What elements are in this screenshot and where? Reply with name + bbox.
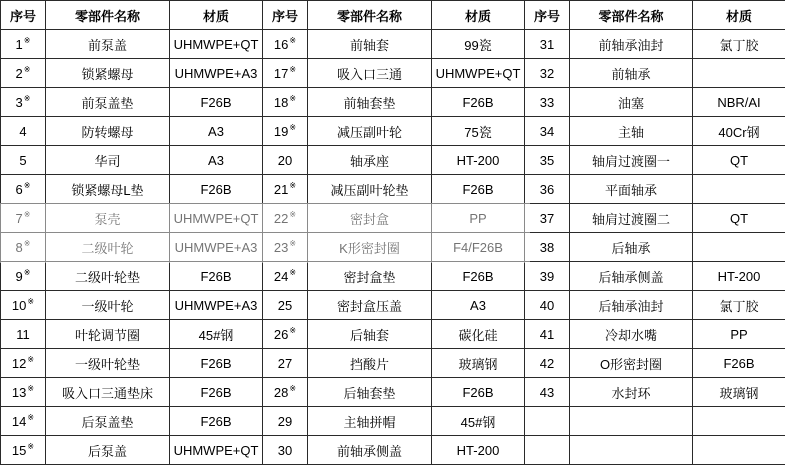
wetted-part-mark: ※ <box>289 36 297 46</box>
cell-part-name <box>570 436 693 465</box>
serial-number: 23 <box>273 239 289 255</box>
cell-material <box>693 59 785 88</box>
wetted-part-mark: ※ <box>23 36 31 46</box>
cell-part-name: 一级叶轮 <box>46 291 170 320</box>
table-row <box>1 88 785 117</box>
serial-number: 27 <box>277 355 293 371</box>
cell-serial <box>263 59 308 88</box>
cell-serial <box>263 349 308 378</box>
cell-serial <box>263 175 308 204</box>
cell-serial <box>525 204 570 233</box>
cell-part-name: 后轴承油封 <box>570 291 693 320</box>
serial-number: 19 <box>273 123 289 139</box>
wetted-part-mark: ※ <box>289 384 297 394</box>
cell-part-name: 密封盒 <box>308 204 432 233</box>
wetted-part-mark: ※ <box>23 210 31 220</box>
cell-material: F26B <box>170 407 263 436</box>
cell-material: F4/F26B <box>432 233 525 262</box>
serial-number: 41 <box>539 326 555 342</box>
serial-number: 18 <box>273 94 289 110</box>
table-row <box>1 117 785 146</box>
serial-number: 21 <box>273 181 289 197</box>
cell-part-name: 一级叶轮垫 <box>46 349 170 378</box>
wetted-part-mark: ※ <box>289 326 297 336</box>
cell-material: 氯丁胶 <box>693 30 785 59</box>
cell-part-name: 减压副叶轮垫 <box>308 175 432 204</box>
cell-material: F26B <box>432 378 525 407</box>
cell-part-name: 叶轮调节圈 <box>46 320 170 349</box>
cell-serial <box>1 59 46 88</box>
serial-number: 16 <box>273 36 289 52</box>
cell-serial <box>263 262 308 291</box>
cell-part-name: 吸入口三通垫床 <box>46 378 170 407</box>
cell-part-name: 二级叶轮 <box>46 233 170 262</box>
cell-part-name: 前轴套垫 <box>308 88 432 117</box>
serial-number: 33 <box>539 94 555 110</box>
cell-serial <box>263 30 308 59</box>
cell-part-name: 冷却水嘴 <box>570 320 693 349</box>
cell-serial <box>1 117 46 146</box>
cell-material <box>693 175 785 204</box>
cell-part-name: 前泵盖 <box>46 30 170 59</box>
cell-material: F26B <box>432 262 525 291</box>
cell-part-name: 轴肩过渡圈一 <box>570 146 693 175</box>
cell-part-name: 泵壳 <box>46 204 170 233</box>
cell-material <box>693 233 785 262</box>
table-row <box>1 436 785 465</box>
serial-number: 4 <box>19 123 27 139</box>
wetted-part-mark: ※ <box>27 297 35 307</box>
serial-number: 12 <box>11 355 27 371</box>
serial-number: 11 <box>16 326 30 342</box>
cell-serial <box>1 349 46 378</box>
cell-serial <box>1 146 46 175</box>
cell-serial <box>263 117 308 146</box>
cell-serial <box>525 349 570 378</box>
cell-part-name: 后轴承 <box>570 233 693 262</box>
table-row <box>1 378 785 407</box>
cell-part-name: 水封环 <box>570 378 693 407</box>
serial-number: 36 <box>539 181 555 197</box>
cell-part-name: 后泵盖垫 <box>46 407 170 436</box>
serial-number: 7 <box>15 210 23 226</box>
serial-number: 34 <box>539 123 555 139</box>
serial-number: 15 <box>11 442 27 458</box>
cell-part-name: 前泵盖垫 <box>46 88 170 117</box>
cell-material: UHMWPE+A3 <box>170 233 263 262</box>
cell-serial <box>1 30 46 59</box>
cell-part-name: 减压副叶轮 <box>308 117 432 146</box>
serial-number: 43 <box>539 384 555 400</box>
cell-serial <box>525 30 570 59</box>
serial-number: 1 <box>15 36 23 52</box>
cell-part-name: 二级叶轮垫 <box>46 262 170 291</box>
cell-serial <box>525 146 570 175</box>
serial-number: 2 <box>15 65 23 81</box>
cell-material <box>693 407 785 436</box>
serial-number: 42 <box>539 355 555 371</box>
table-row <box>1 146 785 175</box>
cell-material: UHMWPE+QT <box>170 30 263 59</box>
serial-number: 13 <box>11 384 27 400</box>
cell-material: F26B <box>170 378 263 407</box>
header-cell-material: 材质 <box>693 1 785 30</box>
cell-serial <box>263 407 308 436</box>
cell-serial <box>525 262 570 291</box>
cell-part-name: 轴肩过渡圈二 <box>570 204 693 233</box>
wetted-part-mark: ※ <box>23 94 31 104</box>
cell-material: A3 <box>432 291 525 320</box>
serial-number: 28 <box>273 384 289 400</box>
header-cell-material: 材质 <box>432 1 525 30</box>
serial-number: 9 <box>15 268 23 284</box>
cell-serial <box>1 378 46 407</box>
table-body <box>1 30 785 465</box>
header-cell-serial: 序号 <box>1 1 46 30</box>
cell-material: HT-200 <box>693 262 785 291</box>
cell-serial <box>525 378 570 407</box>
wetted-part-mark: ※ <box>289 181 297 191</box>
cell-serial <box>263 88 308 117</box>
header-cell-serial: 序号 <box>263 1 308 30</box>
table-row <box>1 175 785 204</box>
cell-serial <box>1 175 46 204</box>
serial-number: 29 <box>277 413 293 429</box>
wetted-part-mark: ※ <box>27 384 35 394</box>
cell-material: F26B <box>170 88 263 117</box>
cell-part-name: 密封盒垫 <box>308 262 432 291</box>
cell-serial <box>1 233 46 262</box>
header-cell-part-name: 零部件名称 <box>570 1 693 30</box>
cell-serial <box>525 291 570 320</box>
serial-number: 31 <box>539 36 555 52</box>
cell-part-name: 后轴承侧盖 <box>570 262 693 291</box>
serial-number: 20 <box>277 152 293 168</box>
cell-part-name: 前轴承侧盖 <box>308 436 432 465</box>
cell-part-name: 平面轴承 <box>570 175 693 204</box>
table-row <box>1 291 785 320</box>
cell-material: 40Cr钢 <box>693 117 785 146</box>
wetted-part-mark: ※ <box>27 413 35 423</box>
cell-material: 45#钢 <box>170 320 263 349</box>
header-cell-part-name: 零部件名称 <box>308 1 432 30</box>
wetted-part-mark: ※ <box>289 210 297 220</box>
table-row <box>1 59 785 88</box>
wetted-part-mark: ※ <box>289 239 297 249</box>
wetted-part-mark: ※ <box>23 239 31 249</box>
cell-part-name: 挡酸片 <box>308 349 432 378</box>
cell-material: A3 <box>170 117 263 146</box>
cell-serial <box>1 262 46 291</box>
cell-material: 玻璃钢 <box>693 378 785 407</box>
cell-serial <box>263 146 308 175</box>
cell-material: QT <box>693 146 785 175</box>
cell-material: F26B <box>432 175 525 204</box>
cell-part-name: 锁紧螺母L垫 <box>46 175 170 204</box>
cell-part-name: 华司 <box>46 146 170 175</box>
table-row <box>1 30 785 59</box>
cell-part-name: 防转螺母 <box>46 117 170 146</box>
cell-part-name: 轴承座 <box>308 146 432 175</box>
cell-serial <box>263 320 308 349</box>
cell-serial <box>525 59 570 88</box>
wetted-part-mark: ※ <box>289 123 297 133</box>
cell-serial <box>1 88 46 117</box>
wetted-part-mark: ※ <box>23 268 31 278</box>
table-row <box>1 320 785 349</box>
cell-part-name: 主轴拼帽 <box>308 407 432 436</box>
cell-serial <box>525 320 570 349</box>
cell-material: 玻璃钢 <box>432 349 525 378</box>
cell-serial <box>1 320 46 349</box>
cell-material: NBR/AI <box>693 88 785 117</box>
serial-number: 39 <box>539 268 555 284</box>
header-cell-serial: 序号 <box>525 1 570 30</box>
serial-number: 14 <box>11 413 27 429</box>
cell-material: F26B <box>170 175 263 204</box>
cell-serial <box>525 88 570 117</box>
cell-serial <box>525 233 570 262</box>
cell-part-name: 吸入口三通 <box>308 59 432 88</box>
serial-number: 26 <box>273 326 289 342</box>
table-row <box>1 233 785 262</box>
wetted-part-mark: ※ <box>23 65 31 75</box>
cell-part-name: 锁紧螺母 <box>46 59 170 88</box>
cell-serial <box>1 291 46 320</box>
wetted-part-mark: ※ <box>289 268 297 278</box>
header-cell-part-name: 零部件名称 <box>46 1 170 30</box>
cell-serial <box>1 407 46 436</box>
wetted-part-mark: ※ <box>27 442 35 452</box>
cell-part-name: K形密封圈 <box>308 233 432 262</box>
cell-material: A3 <box>170 146 263 175</box>
cell-material: 75瓷 <box>432 117 525 146</box>
cell-part-name: 前轴承油封 <box>570 30 693 59</box>
cell-part-name: 后泵盖 <box>46 436 170 465</box>
wetted-part-mark: ※ <box>23 181 31 191</box>
table-row <box>1 349 785 378</box>
cell-serial <box>525 175 570 204</box>
cell-material: UHMWPE+A3 <box>170 59 263 88</box>
serial-number: 35 <box>539 152 555 168</box>
serial-number: 32 <box>539 65 555 81</box>
cell-material <box>693 436 785 465</box>
cell-part-name: 主轴 <box>570 117 693 146</box>
serial-number: 40 <box>539 297 555 313</box>
serial-number: 37 <box>539 210 555 226</box>
cell-material: HT-200 <box>432 146 525 175</box>
cell-material: UHMWPE+QT <box>170 204 263 233</box>
header-cell-material: 材质 <box>170 1 263 30</box>
serial-number: 5 <box>19 152 27 168</box>
cell-part-name: 密封盒压盖 <box>308 291 432 320</box>
cell-serial <box>525 436 570 465</box>
serial-number: 38 <box>539 239 555 255</box>
serial-number: 8 <box>15 239 23 255</box>
cell-part-name: 油塞 <box>570 88 693 117</box>
cell-material: PP <box>693 320 785 349</box>
cell-material: HT-200 <box>432 436 525 465</box>
serial-number: 22 <box>273 210 289 226</box>
cell-part-name <box>570 407 693 436</box>
cell-material: QT <box>693 204 785 233</box>
wetted-part-mark: ※ <box>289 65 297 75</box>
cell-part-name: 后轴套垫 <box>308 378 432 407</box>
table-row <box>1 204 785 233</box>
cell-serial <box>263 233 308 262</box>
cell-part-name: 前轴承 <box>570 59 693 88</box>
wetted-part-mark: ※ <box>27 355 35 365</box>
cell-serial <box>263 204 308 233</box>
cell-serial <box>1 436 46 465</box>
serial-number: 30 <box>277 442 293 458</box>
table-row <box>1 262 785 291</box>
serial-number: 6 <box>15 181 23 197</box>
cell-part-name: 前轴套 <box>308 30 432 59</box>
cell-part-name: O形密封圈 <box>570 349 693 378</box>
cell-serial <box>263 291 308 320</box>
serial-number: 17 <box>273 65 289 81</box>
cell-material: 45#钢 <box>432 407 525 436</box>
serial-number: 25 <box>277 297 293 313</box>
cell-material: 碳化硅 <box>432 320 525 349</box>
wetted-part-mark: ※ <box>289 94 297 104</box>
cell-part-name: 后轴套 <box>308 320 432 349</box>
cell-material: 99瓷 <box>432 30 525 59</box>
cell-material: 氯丁胶 <box>693 291 785 320</box>
cell-material: F26B <box>432 88 525 117</box>
cell-serial <box>263 436 308 465</box>
serial-number: 3 <box>15 94 23 110</box>
cell-material: F26B <box>170 262 263 291</box>
serial-number: 24 <box>273 268 289 284</box>
serial-number: 10 <box>11 297 27 313</box>
cell-serial <box>263 378 308 407</box>
cell-serial <box>1 204 46 233</box>
cell-material: PP <box>432 204 525 233</box>
table-row <box>1 407 785 436</box>
cell-material: UHMWPE+QT <box>432 59 525 88</box>
header-row <box>1 1 785 30</box>
cell-material: UHMWPE+A3 <box>170 291 263 320</box>
cell-material: F26B <box>693 349 785 378</box>
cell-material: F26B <box>170 349 263 378</box>
cell-serial <box>525 117 570 146</box>
cell-material: UHMWPE+QT <box>170 436 263 465</box>
cell-serial <box>525 407 570 436</box>
